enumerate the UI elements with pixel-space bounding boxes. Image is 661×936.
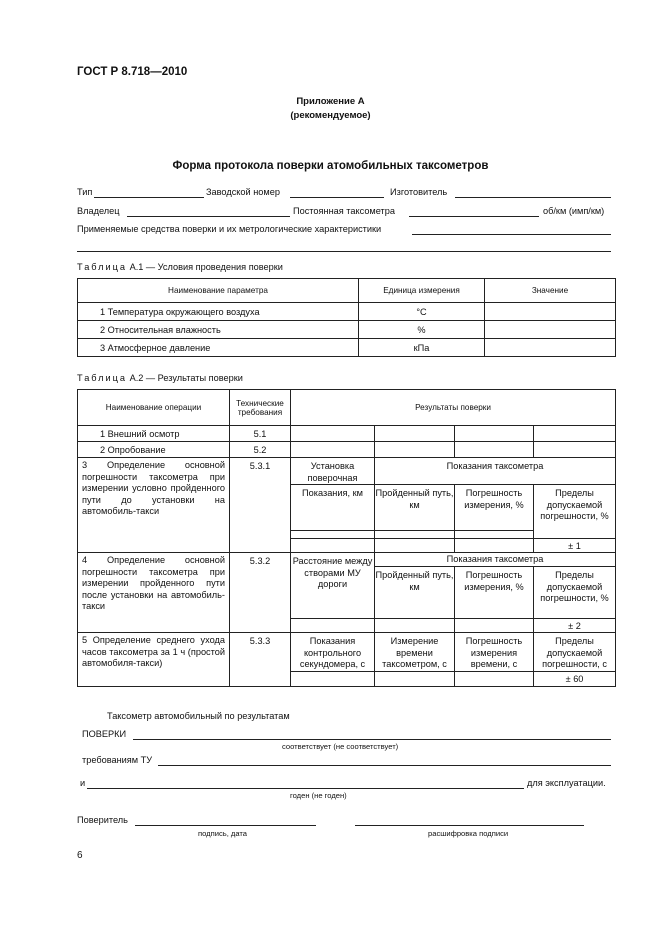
table2-r4-v1 [291,619,375,633]
table1-header-unit: Единица измерения [359,279,485,303]
table2-r3-c4: Пределы допускаемой погрешности, % [534,485,616,539]
table2-r4-v2 [375,619,455,633]
verifier-name-line [355,825,584,826]
table2-header-row [78,390,616,426]
table1-row2-unit: % [359,321,485,339]
table2-r4-limit: ± 2 [534,619,616,633]
table1-row1-name: 1 Температура окружающего воздуха [78,303,359,321]
table2-r4-c4: Пределы допускаемой погрешности, % [534,567,616,619]
field-constant-line [409,216,539,217]
table2-r5-v1 [291,672,375,687]
table2-r4-tech: 5.3.2 [230,553,291,633]
table2-r3-c1b: Показания, км [291,485,375,531]
table2-r5-c3: Погрешность измерения времени, с [455,633,534,672]
field-type-line [94,197,204,198]
table-row [78,303,616,321]
table1-row3-unit: кПа [359,339,485,357]
conclusion-fit: годен (не годен) [290,791,347,800]
verifier-signature-line [135,825,316,826]
table1-header-param: Наименование параметра [78,279,359,303]
table2-r5-name: 5 Определение среднего ухода часов таксометра за 1 ч (простой автомобиля-такси) [78,633,230,687]
verifier-label: Поверитель [77,815,128,825]
table2-r3-v3 [455,539,534,553]
decoding-caption: расшифровка подписи [428,829,509,838]
page-number: 6 [77,850,83,861]
field-owner-label: Владелец [77,206,120,216]
table2-r3-tech: 5.3.1 [230,458,291,553]
conclusion-intro: Таксометр автомобильный по результатам [107,711,290,721]
table2-r4-c3: Погрешность измерения, % [455,567,534,619]
table2-r2-tech: 5.2 [230,442,291,458]
table1-row1-value [485,303,616,321]
table2-r1-cell3 [455,426,534,442]
table2-r4-c1: Расстояние между створами МУ дороги [291,553,375,619]
table1-row2-name: 2 Относительная влажность [78,321,359,339]
conclusion-line-2 [158,765,611,766]
table2-header-tech: Технические требования [230,390,291,426]
table1-header-value: Значение [485,279,616,303]
conclusion-line-3 [87,788,524,789]
table2-r3-c2: Пройденный путь, км [375,485,455,531]
table2-r1-cell1 [291,426,375,442]
table1-row2-value [485,321,616,339]
field-manufacturer-line [455,197,611,198]
table2-r4-group: Показания таксометра [375,553,616,567]
field-instruments-line-2 [77,251,611,252]
conclusion-poverki: ПОВЕРКИ [82,729,127,739]
field-constant-unit: об/км (имп/км) [543,206,605,216]
table-row [78,321,616,339]
table2-r1-cell2 [375,426,455,442]
table1-row3-name: 3 Атмосферное давление [78,339,359,357]
table2-r3-name: 3 Определение основной погрешности таксометра при измерении условно пройденного пути до установки на автомобиль-такси [78,458,230,553]
conclusion-line-1 [133,739,611,740]
table-row [78,442,616,458]
table2-r1-tech: 5.1 [230,426,291,442]
table2-header-results: Результаты поверки [291,390,616,426]
table2-r5-c1: Показания контрольного секундомера, с [291,633,375,672]
table2-r4-c2: Пройденный путь, км [375,567,455,619]
table2-r5-c4: Пределы допускаемой погрешности, с [534,633,616,672]
table2-r4-v3 [455,619,534,633]
conclusion-complies: соответствует (не соответствует) [282,742,399,751]
table2-r2-cell3 [455,442,534,458]
signature-caption: подпись, дата [198,829,248,838]
table-row [78,633,616,672]
table1-caption: Таблица А.1 — Условия проведения поверки [77,262,283,272]
table2-r1-cell4 [534,426,616,442]
table2-r3-group: Показания таксометра [375,458,616,485]
conclusion-for-use: для эксплуатации. [527,778,606,788]
table2-r3-e2 [375,531,455,539]
field-type-label: Тип [77,187,93,197]
table2-r3-v1 [291,539,375,553]
table2-r4-name: 4 Определение основной погрешности таксометра при измерении пройденного пути после установки на автомобиль-такси [78,553,230,633]
table2-r3-e3 [455,531,534,539]
table-row [78,339,616,357]
table2-r5-c2: Измерение времени таксометром, с [375,633,455,672]
field-serial-line [290,197,384,198]
document-number: ГОСТ Р 8.718—2010 [77,66,188,78]
table1-header-row [78,279,616,303]
table-row [78,458,616,485]
table2-r2-cell4 [534,442,616,458]
form-title: Форма протокола поверки атомобильных таксометров [172,160,489,172]
table2-r2-name: 2 Опробование [78,442,230,458]
conclusion-requirements: требованиям ТУ [82,755,153,765]
appendix-title: Приложение А [296,96,365,107]
appendix-subtitle: (рекомендуемое) [290,110,371,121]
table2-r5-v2 [375,672,455,687]
table2-header-operation: Наименование операции [78,390,230,426]
table2-caption: Таблица А.2 — Результаты поверки [77,373,243,383]
table1-row1-unit: °C [359,303,485,321]
table2-r2-cell1 [291,442,375,458]
table-row [78,553,616,567]
field-instruments-line [412,234,611,235]
table2-r3-limit: ± 1 [534,539,616,553]
table2-r5-tech: 5.3.3 [230,633,291,687]
field-constant-label: Постоянная таксометра [293,206,395,216]
field-manufacturer-label: Изготовитель [390,187,448,197]
table2-r2-cell2 [375,442,455,458]
table2-r3-e1 [291,531,375,539]
table2-r3-c1: Установка поверочная [291,458,375,485]
field-serial-label: Заводской номер [206,187,280,197]
table-results [77,389,616,687]
table2-r1-name: 1 Внешний осмотр [78,426,230,442]
table1-row3-value [485,339,616,357]
table2-r3-v2 [375,539,455,553]
conclusion-and: и [80,778,86,788]
table2-r5-v3 [455,672,534,687]
table-row [78,426,616,442]
table2-r5-limit: ± 60 [534,672,616,687]
field-owner-line [127,216,290,217]
table2-r3-c3: Погрешность измерения, % [455,485,534,531]
field-instruments-label: Применяемые средства поверки и их метрологические характеристики [77,224,382,234]
table-conditions [77,278,616,357]
